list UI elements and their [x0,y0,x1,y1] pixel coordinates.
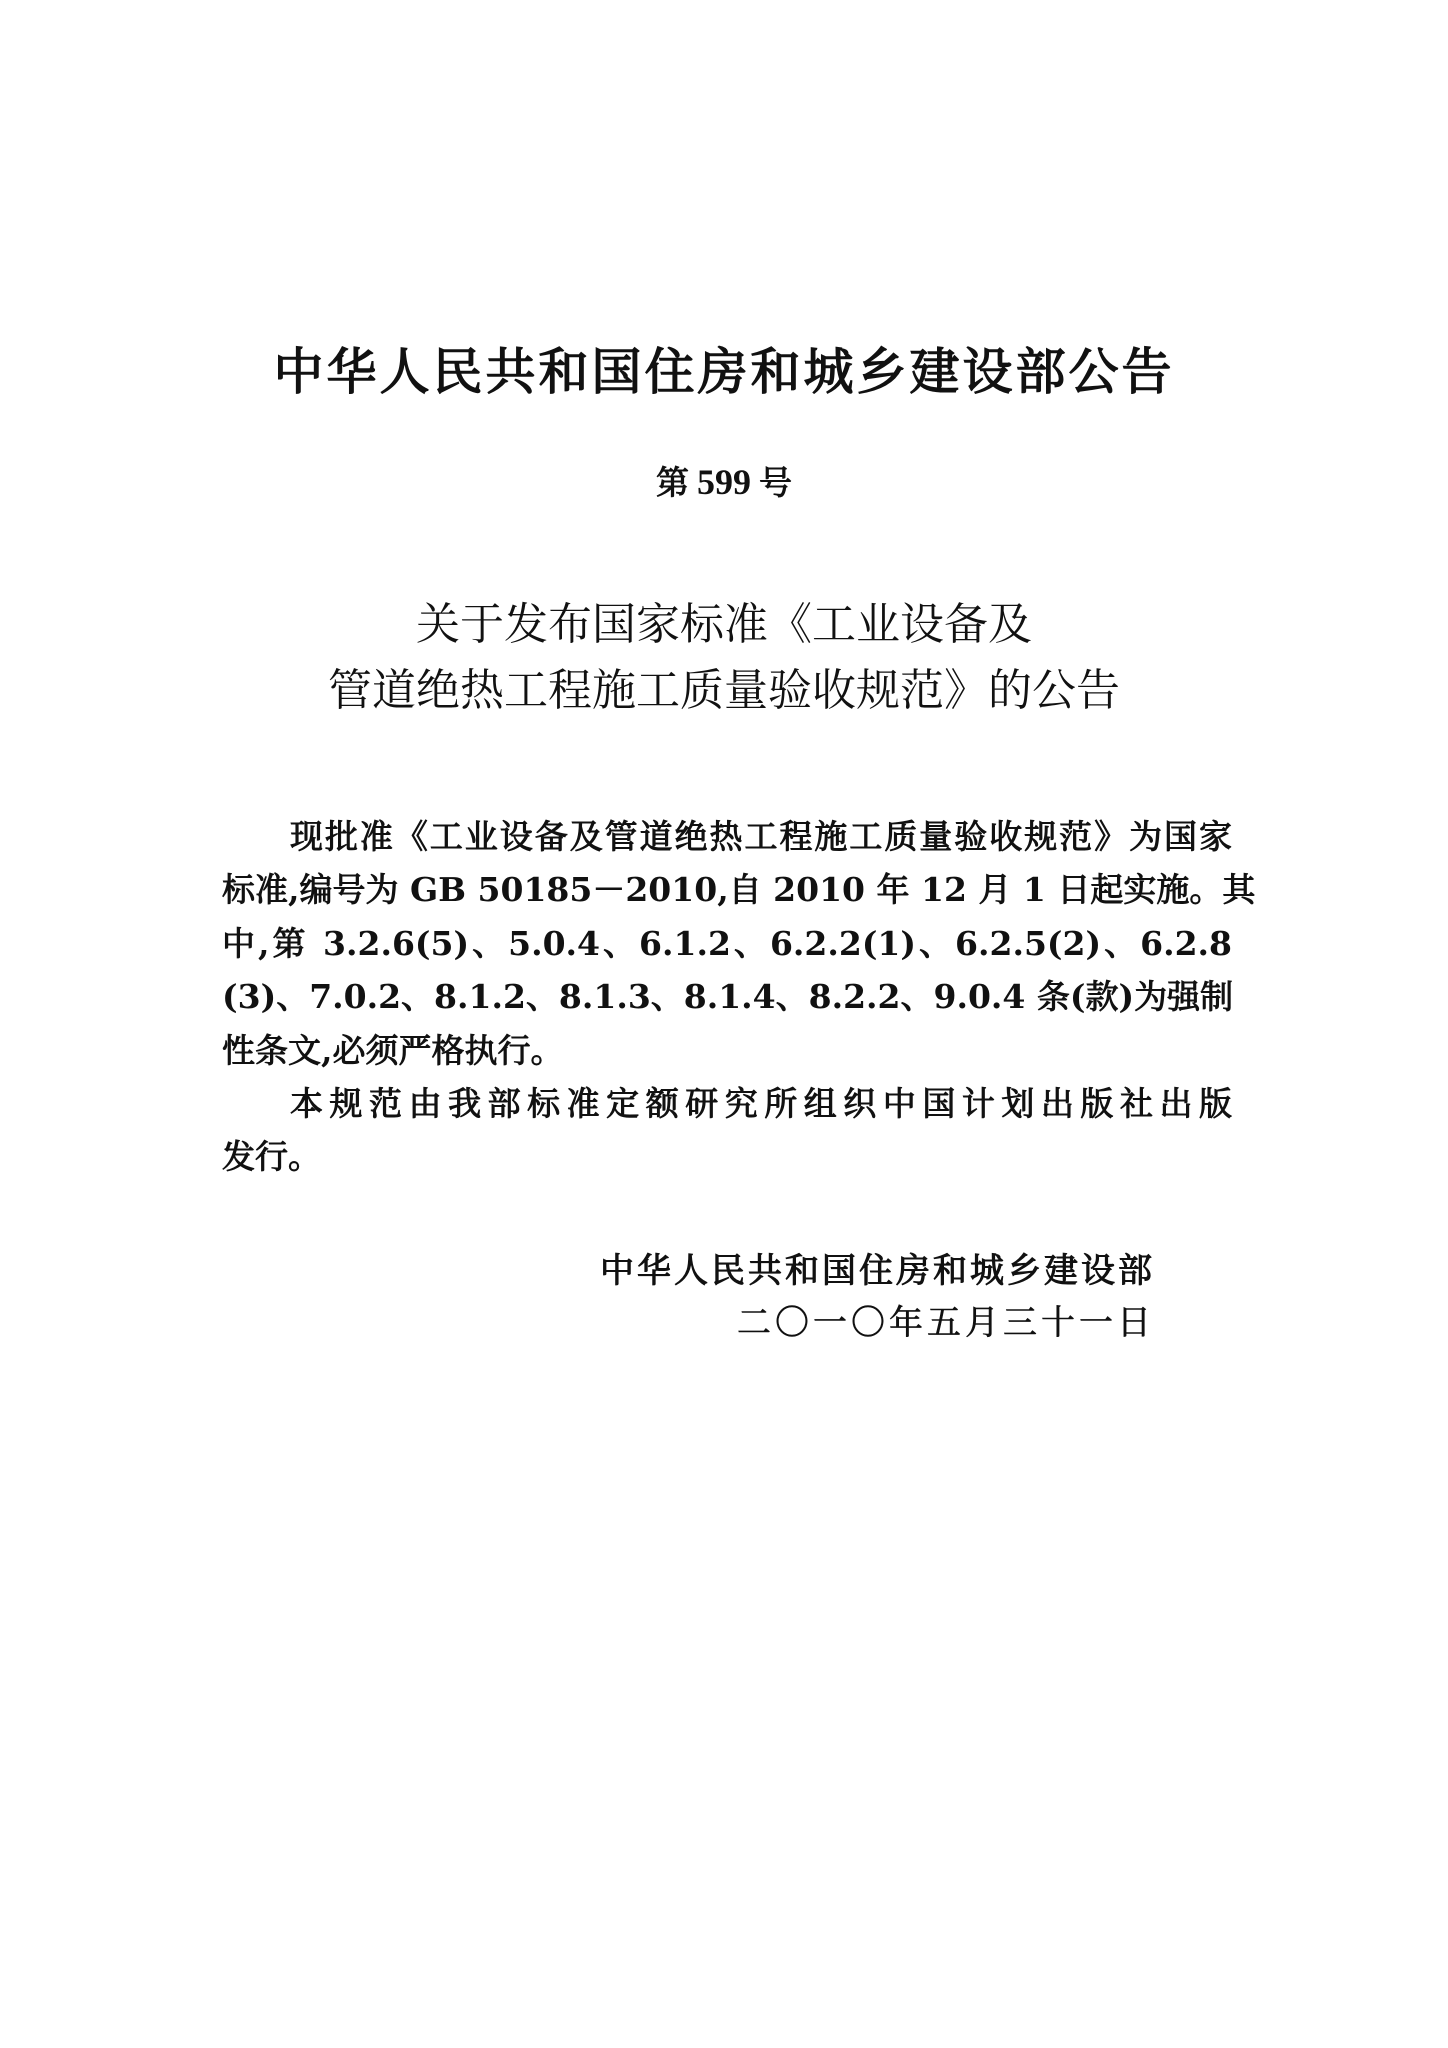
paragraph-line: 性条文,必须严格执行。 [222,1030,564,1070]
subtitle-line-2: 管道绝热工程施工质量验收规范》的公告 [328,665,1120,716]
paragraph-line: 标准,编号为 GB 50185－2010,自 2010 年 12 月 1 日起实施。其 [222,870,1256,910]
subtitle-line-1: 关于发布国家标准《工业设备及 [416,599,1032,650]
paragraph-line: 发行。 [222,1137,321,1177]
issue-number-value: 599 [697,462,751,502]
paragraph-publication [222,1077,1232,1184]
signature-block [600,1245,1155,1349]
announcement-subtitle [0,592,1448,724]
issue-suffix: 号 [759,463,792,502]
issue-number [0,460,1448,505]
issue-prefix: 第 [656,463,689,502]
paragraph-approval [222,810,1256,1077]
paragraph-line: 本规范由我部标准定额研究所组织中国计划出版社出版 [290,1084,1232,1124]
issue-date: 二〇一〇年五月三十一日 [737,1303,1155,1343]
announcement-heading: 中华人民共和国住房和城乡建设部公告 [273,343,1175,401]
paragraph-line: (3)、7.0.2、8.1.2、8.1.3、8.1.4、8.2.2、9.0.4 条(款)为强制 [222,977,1234,1017]
announcement-body [222,810,1256,1184]
paragraph-line: 现批准《工业设备及管道绝热工程施工质量验收规范》为国家 [290,817,1232,856]
paragraph-line: 中,第 3.2.6(5)、5.0.4、6.1.2、6.2.2(1)、6.2.5(2)、6.2.8 [222,923,1232,963]
issuing-organization: 中华人民共和国住房和城乡建设部 [600,1251,1155,1291]
